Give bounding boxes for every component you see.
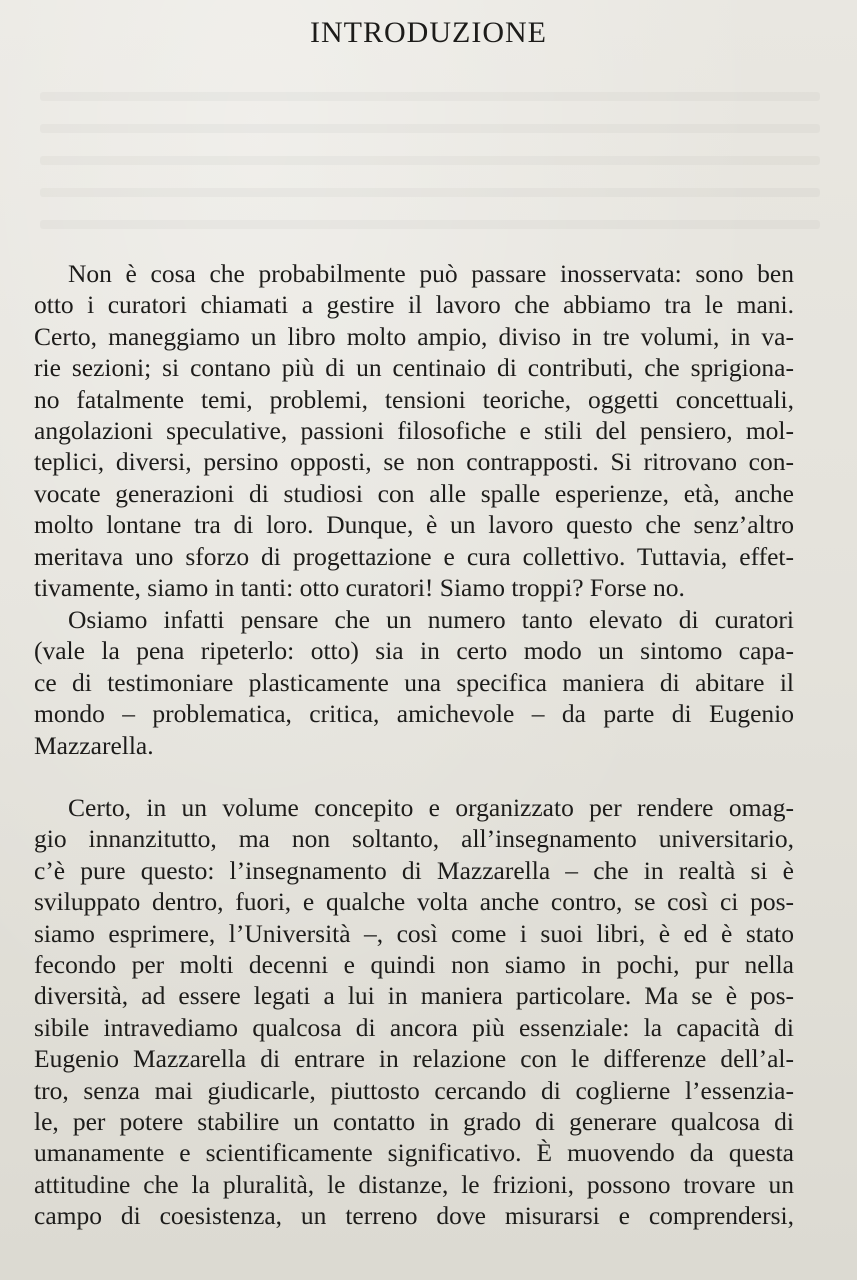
text-line: sibile intravediamo qualcosa di ancora più essenziale: la capacità di <box>34 1012 794 1042</box>
text-line: ce di testimoniare plasticamente una specifica maniera di abitare il <box>34 667 794 697</box>
show-through-band <box>40 156 820 165</box>
text-line: diversità, ad essere legati a lui in maniera particolare. Ma se è pos- <box>34 981 794 1011</box>
text-line: sviluppato dentro, fuori, e qualche volta anche contro, se così ci pos- <box>34 887 794 917</box>
text-line: tivamente, siamo in tanti: otto curatori! Siamo troppi? Forse no. <box>34 572 685 602</box>
paragraph-3 <box>34 792 794 1231</box>
text-line: gio innanzitutto, ma non soltanto, all’insegnamento universitario, <box>34 824 794 854</box>
text-line: molto lontane tra di loro. Dunque, è un lavoro questo che senz’altro <box>34 510 794 540</box>
text-line: campo di coesistenza, un terreno dove misurarsi e comprendersi, <box>34 1201 794 1231</box>
text-line: vocate generazioni di studiosi con alle spalle esperienze, età, anche <box>34 478 794 508</box>
text-line: no fatalmente temi, problemi, tensioni teoriche, oggetti concettuali, <box>34 384 794 414</box>
show-through-band <box>40 220 820 229</box>
text-line: c’è pure questo: l’insegnamento di Mazzarella – che in realtà si è <box>34 855 794 885</box>
text-line: mondo – problematica, critica, amichevole – da parte di Eugenio <box>34 699 794 729</box>
show-through-band <box>40 188 820 197</box>
text-line: attitudine che la pluralità, le distanze, le frizioni, possono trovare un <box>34 1169 794 1199</box>
text-line: teplici, diversi, persino opposti, se non contrapposti. Si ritrovano con- <box>34 447 794 477</box>
text-line: tro, senza mai giudicarle, piuttosto cercando di coglierne l’essenzia- <box>34 1075 794 1105</box>
text-line: Certo, maneggiamo un libro molto ampio, diviso in tre volumi, in va- <box>34 321 794 351</box>
show-through-band <box>40 92 820 101</box>
text-line: Osiamo infatti pensare che un numero tanto elevato di curatori <box>68 605 794 634</box>
text-line: meritava uno sforzo di progettazione e cura collettivo. Tuttavia, effet- <box>34 541 794 571</box>
text-line: umanamente e scientificamente significativo. È muovendo da questa <box>34 1138 794 1168</box>
text-line: fecondo per molti decenni e quindi non siamo in pochi, pur nella <box>34 949 794 979</box>
text-line: Mazzarella. <box>34 730 154 760</box>
text-line: Certo, in un volume concepito e organizzato per rendere omag- <box>68 793 794 822</box>
text-line: Non è cosa che probabilmente può passare inosservata: sono ben <box>68 259 794 288</box>
text-line: (vale la pena ripeterlo: otto) sia in certo modo un sintomo capa- <box>34 636 794 666</box>
paragraph-2 <box>34 604 794 761</box>
text-line: rie sezioni; si contano più di un centinaio di contributi, che sprigiona- <box>34 353 794 383</box>
text-line: otto i curatori chiamati a gestire il lavoro che abbiamo tra le mani. <box>34 290 794 320</box>
paragraph-1 <box>34 258 794 603</box>
show-through-band <box>40 124 820 133</box>
text-line: siamo esprimere, l’Università –, così come i suoi libri, è ed è stato <box>34 918 794 948</box>
text-line: Eugenio Mazzarella di entrare in relazione con le differenze dell’al- <box>34 1044 794 1074</box>
text-line: angolazioni speculative, passioni filosofiche e stili del pensiero, mol- <box>34 415 794 445</box>
page-title: INTRODUZIONE <box>310 16 547 49</box>
text-line: le, per potere stabilire un contatto in grado di generare qualcosa di <box>34 1106 794 1136</box>
